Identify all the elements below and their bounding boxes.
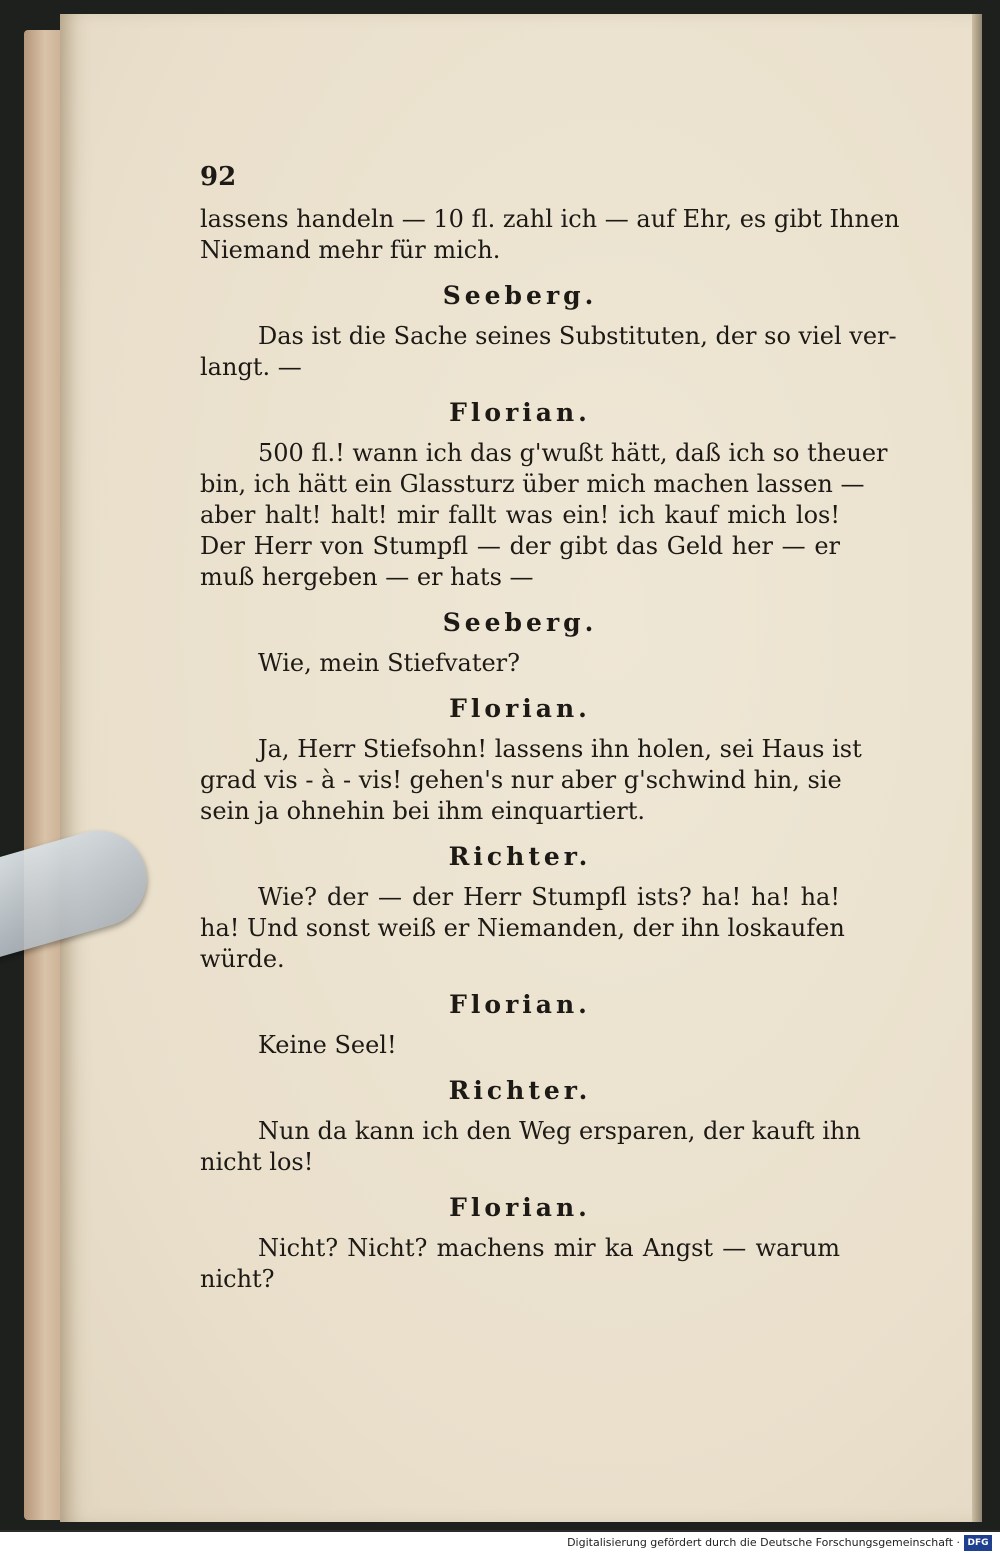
paragraph [200,204,900,266]
paragraph [200,321,897,383]
text-line: ha! Und sonst weiß er Niemanden, der ihn loskaufen [200,914,845,942]
page-number: 92 [200,162,237,192]
paragraph [200,1030,840,1061]
text-line: nicht? [200,1265,275,1293]
speaker-heading: Seeberg. [442,281,598,310]
text-line: 500 fl.! wann ich das g'wußt hätt, daß ich so theuer [258,439,888,467]
text-line: Nicht? Nicht? machens mir ka Angst — warum [258,1234,840,1262]
text-line: Nun da kann ich den Weg ersparen, der kauft ihn [258,1117,861,1145]
text-line: Der Herr von Stumpfl — der gibt das Geld her — er [200,532,840,560]
speaker-heading: Florian. [449,990,591,1019]
text-line: würde. [200,945,285,973]
text-line: Wie, mein Stiefvater? [258,649,521,677]
page-text [200,162,900,1299]
speaker-heading: Richter. [448,1076,592,1105]
text-line: sein ja ohnehin bei ihm einquartiert. [200,797,646,825]
footer-bar [0,1532,1000,1555]
text-line: muß hergeben — er hats — [200,563,534,591]
text-blocks [200,204,900,1295]
footer-credit: Digitalisierung gefördert durch die Deutsche Forschungsgemeinschaft · [567,1536,960,1549]
paragraph [200,1116,861,1178]
paragraph [200,648,840,679]
speaker-heading: Florian. [449,1193,591,1222]
speaker-heading: Richter. [448,842,592,871]
paragraph [200,438,888,593]
paragraph [200,1233,840,1295]
speaker-heading: Florian. [449,398,591,427]
text-line: Keine Seel! [258,1031,397,1059]
text-line: Das ist die Sache seines Substituten, der so viel ver- [258,322,897,350]
text-line: langt. — [200,353,302,381]
page-right-edge [972,14,982,1522]
dfg-logo: DFG [964,1535,992,1551]
speaker-heading: Florian. [449,694,591,723]
text-line: Wie? der — der Herr Stumpfl ists? ha! ha! ha! [258,883,840,911]
text-line: lassens handeln — 10 fl. zahl ich — auf Ehr, es gibt Ihnen [200,205,900,233]
text-line: grad vis - à - vis! gehen's nur aber g'schwind hin, sie [200,766,842,794]
text-line: aber halt! halt! mir fallt was ein! ich kauf mich los! [200,501,840,529]
paragraph [200,882,845,975]
speaker-heading: Seeberg. [442,608,598,637]
paragraph [200,734,862,827]
text-line: nicht los! [200,1148,314,1176]
text-line: bin, ich hätt ein Glassturz über mich machen lassen — [200,470,865,498]
text-line: Ja, Herr Stiefsohn! lassens ihn holen, sei Haus ist [258,735,862,763]
text-line: Niemand mehr für mich. [200,236,501,264]
